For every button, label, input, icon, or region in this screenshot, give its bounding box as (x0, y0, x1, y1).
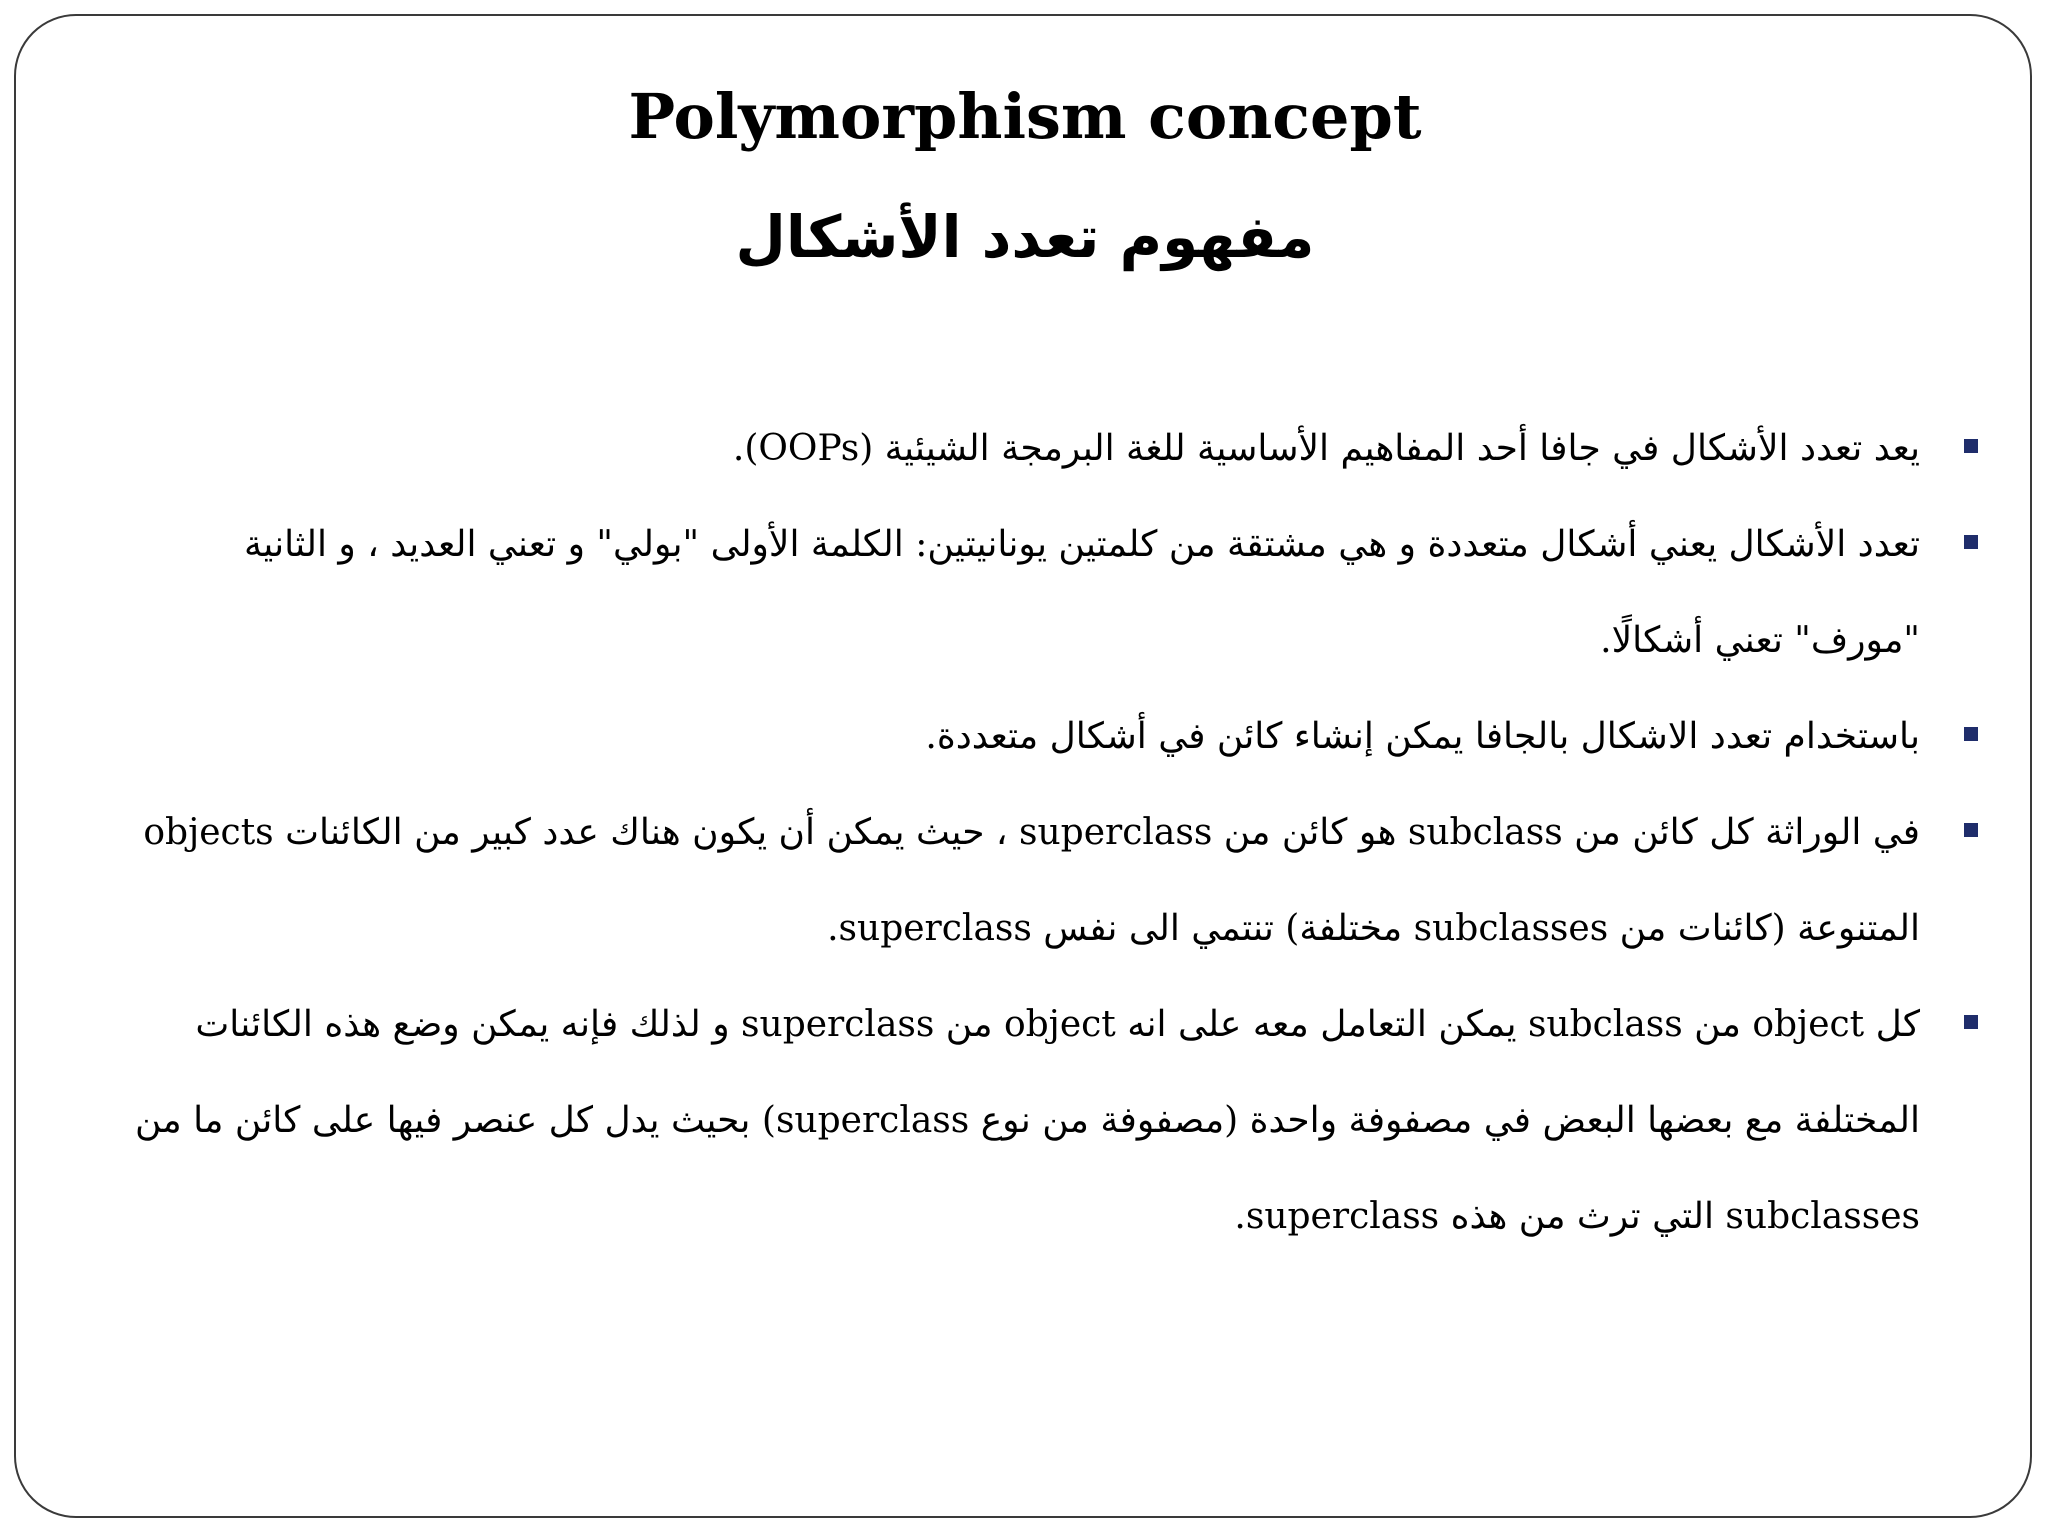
bullet-item (126, 689, 1992, 785)
square-bullet-icon (1964, 535, 1978, 549)
bullet-item (126, 785, 1992, 977)
bullet-item (126, 401, 1992, 497)
square-bullet-icon (1964, 439, 1978, 453)
bullet-item (126, 977, 1992, 1265)
bullet-text: باستخدام تعدد الاشكال بالجافا يمكن إنشاء كائن في أشكال متعددة. (925, 716, 1920, 757)
square-bullet-icon (1964, 823, 1978, 837)
square-bullet-icon (1964, 727, 1978, 741)
slide (14, 14, 2032, 1518)
bullet-text: يعد تعدد الأشكال في جافا أحد المفاهيم الأساسية للغة البرمجة الشيئية (OOPs). (732, 428, 1920, 469)
slide-title-english: Polymorphism concept (628, 80, 1422, 153)
slide-title-arabic: مفهوم تعدد الأشكال (735, 203, 1315, 271)
square-bullet-icon (1964, 1015, 1978, 1029)
bullet-list (126, 401, 1992, 1265)
bullet-text: تعدد الأشكال يعني أشكال متعددة و هي مشتقة من كلمتين يونانيتين: الكلمة الأولى "بولي" و تعني العديد ، و الثانية "مورف" تعني أشكالًا. (243, 524, 1920, 661)
bullet-text: كل object من subclass يمكن التعامل معه على انه object من superclass و لذلك فإنه يمكن وضع هذه الكائنات المختلفة مع بعضها البعض في مصفوفة واحدة (مصفوفة من نوع superclass) بحيث يدل كل عنصر فيها على كائن ما من subclasses التي ترث من هذه superclass. (135, 1004, 1920, 1237)
bullet-item (126, 497, 1992, 689)
bullet-text: في الوراثة كل كائن من subclass هو كائن من superclass ، حيث يمكن أن يكون هناك عدد كبير من الكائنات objects المتنوعة (كائنات من subclasses مختلفة) تنتمي الى نفس superclass. (143, 812, 1920, 949)
